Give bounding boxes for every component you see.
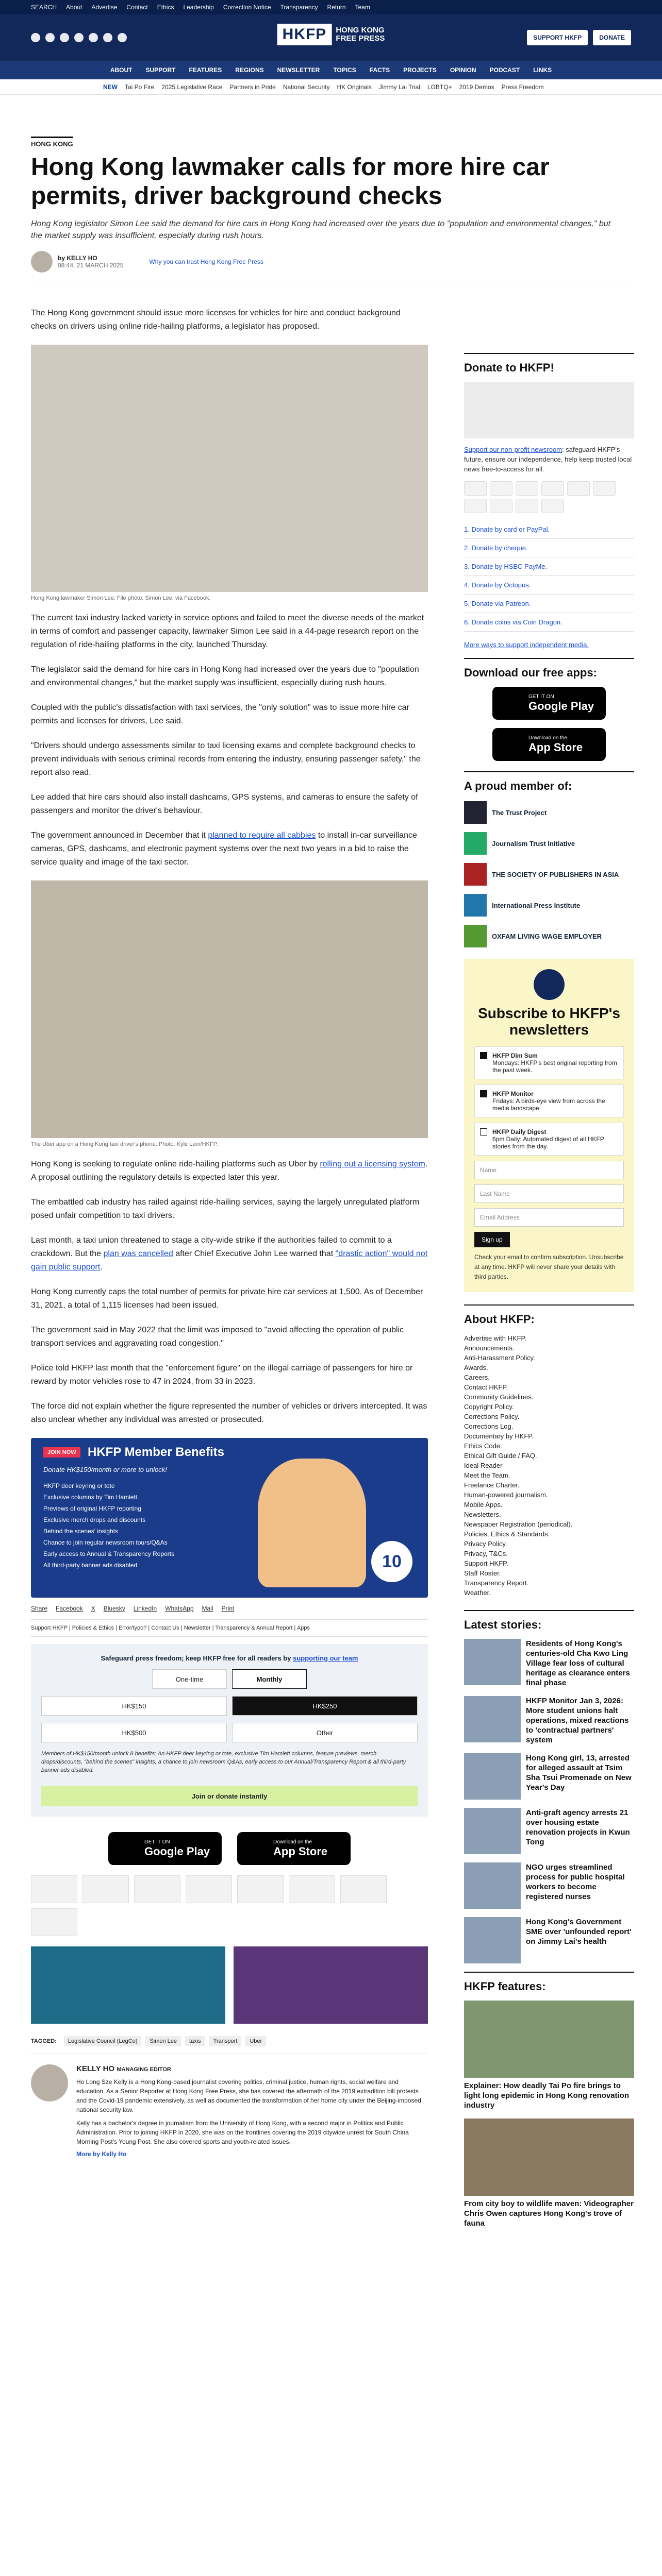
about-link[interactable]: Privacy, T&Cs. — [464, 1550, 508, 1557]
site-logo[interactable] — [277, 24, 385, 45]
youtube-icon[interactable] — [74, 33, 84, 42]
inline-link[interactable]: "drastic action" would not gain public support — [31, 1249, 428, 1272]
ticker-item[interactable]: Press Freedom — [501, 83, 544, 91]
tags-label: TAGGED: — [31, 2038, 57, 2044]
about-link[interactable]: Contact HKFP. — [464, 1383, 508, 1391]
donate-banner-image[interactable] — [464, 382, 634, 438]
ethics-banner[interactable] — [31, 1946, 225, 2024]
author-role: MANAGING EDITOR — [117, 2066, 171, 2073]
article-category[interactable]: HONG KONG — [31, 137, 73, 148]
util-search[interactable]: SEARCH — [31, 4, 57, 11]
donate-method[interactable]: 6. Donate coins via Coin Dragon. — [464, 613, 634, 632]
card-icon — [541, 481, 564, 496]
photo-caption: The Uber app on a Hong Kong taxi driver's phone. Photo: Kyle Lam/HKFP. — [31, 1141, 218, 1147]
card-icon — [516, 499, 538, 513]
about-link[interactable]: Ethical Gift Guide / FAQ. — [464, 1452, 537, 1460]
about-link[interactable]: Weather. — [464, 1589, 491, 1597]
app-store-badge[interactable]: Download on the App Store — [237, 1832, 351, 1865]
util-contact[interactable]: Contact — [126, 4, 148, 11]
story-thumbnail[interactable] — [464, 1696, 521, 1742]
benefit-list: HKFP deer keyring or tote Exclusive columns by Tim Hamlett Previews of original HKFP reporting Exclusive merch drops and discounts Behind the scenes' insights Chance to join regular newsroom tours/Q&As Early access to Annual & Transparency Reports All third-party banner ads disabled — [43, 1482, 175, 1569]
tag[interactable]: Transport — [209, 2036, 242, 2046]
newsletter-option[interactable]: HKFP Dim Sum Mondays: HKFP's best original reporting from the past week. — [474, 1046, 624, 1079]
share-whatsapp[interactable]: WhatsApp — [165, 1605, 194, 1612]
tag-list — [31, 2036, 428, 2054]
story-headline[interactable]: Residents of Hong Kong's centuries-old Cha Kwo Ling Village fear loss of cultural heritage as clearance enters final phase — [526, 1639, 630, 1687]
inline-link[interactable]: plan was cancelled — [103, 1249, 173, 1258]
author-photo[interactable] — [31, 2064, 68, 2102]
about-link[interactable]: Mobile Apps. — [464, 1501, 503, 1509]
features-title: HKFP features: — [464, 1980, 546, 1993]
amount-tiers — [41, 1696, 418, 1716]
story-headline[interactable]: Hong Kong's Government SME over 'unfounded report' on Jimmy Lai's health — [526, 1918, 632, 1946]
paragraph: Police told HKFP last month that the "enforcement figure" on the illegal carriage of passengers for hire or reward by motor vehicles rose to 47 in 2024, from 33 in 2023. — [31, 1364, 413, 1386]
author-name[interactable]: by KELLY HO — [58, 255, 97, 262]
author-bio: Ho Long Sze Kelly is a Hong Kong-based journalist covering politics, criminal justice, human rights, social welfare and education. As a Senior Reporter at Hong Kong Free Press, she has covered the aftermath of the 2019 extradition bill protests and the Covid-19 pandemic extensively, as well as documented the transformation of her home city under the Beijing-imposed national security law. — [76, 2078, 421, 2113]
paragraph: "Drivers should undergo assessments similar to taxi licensing exams and complete background checks to prevent individuals with serious criminal records from entering the industry, ensuring passenger safety," the report also read. — [31, 741, 421, 777]
about-link[interactable]: Corrections Policy. — [464, 1413, 520, 1420]
story-thumbnail[interactable] — [464, 1808, 521, 1854]
utility-bar — [0, 0, 662, 14]
nav-projects[interactable]: PROJECTS — [403, 66, 437, 74]
tier-other[interactable]: Other — [232, 1723, 418, 1742]
publish-date: 08:44, 21 MARCH 2025 — [58, 262, 124, 269]
sidebar — [464, 353, 634, 2236]
payment-logos — [31, 1875, 428, 1936]
about-link[interactable]: Community Guidelines. — [464, 1393, 534, 1401]
story-headline[interactable]: Anti-graft agency arrests 21 over housing estate renovation projects in Kwun Tong — [526, 1808, 630, 1846]
donate-methods — [464, 520, 634, 632]
signup-button[interactable]: Sign up — [474, 1232, 510, 1247]
ticker-label: NEW — [103, 83, 118, 91]
about-link[interactable]: Newsletters. — [464, 1511, 501, 1518]
story-thumbnail[interactable] — [464, 1917, 521, 1963]
tier-250[interactable]: HK$250 — [232, 1696, 418, 1716]
share-x[interactable]: X — [91, 1605, 95, 1612]
ticker-item[interactable]: National Security — [283, 83, 330, 91]
util-about[interactable]: About — [66, 4, 82, 11]
checkbox[interactable] — [480, 1128, 487, 1136]
google-play-badge[interactable]: GET IT ON Google Play — [492, 687, 606, 720]
join-now-badge: JOIN NOW — [43, 1447, 80, 1458]
util-return[interactable]: Return — [327, 4, 346, 11]
donate-button[interactable]: DONATE — [593, 30, 631, 45]
story-headline[interactable]: Hong Kong girl, 13, arrested for alleged assault at Tsim Sha Tsui Promenade on New Year's Day — [526, 1754, 632, 1792]
newsletter-option[interactable]: HKFP Daily Digest 6pm Daily: Automated digest of all HKFP stories from the day. — [474, 1123, 624, 1156]
facebook-icon[interactable] — [31, 33, 40, 42]
latest-story[interactable] — [464, 1753, 634, 1800]
support-widget — [31, 1644, 428, 1817]
paragraph: The Hong Kong government should issue more licenses for vehicles for hire and conduct background checks on drivers using online ride-hailing platforms, a legislator has proposed. — [31, 309, 401, 331]
nav-topics[interactable]: TOPICS — [333, 66, 356, 74]
about-link[interactable]: Anti-Harassment Policy. — [464, 1354, 535, 1362]
hkfp-logo-icon — [534, 969, 565, 1000]
photo-caption: Hong Kong lawmaker Simon Lee. File photo: Simon Lee, via Facebook. — [31, 595, 211, 601]
member-ipi[interactable]: International Press Institute — [464, 893, 634, 918]
promo-subtitle: Donate HK$150/month or more to unlock! — [43, 1466, 167, 1473]
ticker-item[interactable]: HK Originals — [337, 83, 372, 91]
donate-method[interactable]: 1. Donate by card or PayPal. — [464, 520, 634, 539]
paragraph: The embattled cab industry has railed against ride-hailing services, saying the largely unregulated platform posed unfair competition to taxi drivers. — [31, 1198, 420, 1220]
card-icon — [593, 481, 616, 496]
donate-title: Donate to HKFP! — [464, 361, 554, 374]
about-link[interactable]: Meet the Team. — [464, 1471, 510, 1479]
article-photo — [31, 880, 428, 1138]
util-leadership[interactable]: Leadership — [183, 4, 214, 11]
frequency-toggle — [152, 1669, 307, 1689]
nav-regions[interactable]: REGIONS — [235, 66, 264, 74]
card-icon — [490, 481, 512, 496]
nav-links[interactable]: LINKS — [533, 66, 552, 74]
donate-method[interactable]: 2. Donate by cheque. — [464, 539, 634, 557]
author-box-name[interactable]: KELLY HO — [76, 2064, 115, 2073]
latest-story[interactable] — [464, 1696, 634, 1745]
share-label: Share — [31, 1605, 48, 1612]
nav-about[interactable]: ABOUT — [110, 66, 133, 74]
app-store-badges — [31, 1832, 428, 1865]
util-correction[interactable]: Correction Notice — [223, 4, 271, 11]
paragraph: Coupled with the public's dissatisfaction with taxi services, the "only solution" was to issue more hire car permits and licenses for drivers, Lee said. — [31, 703, 409, 725]
jcb-icon — [186, 1875, 232, 1903]
card-icon — [464, 481, 487, 496]
newsletter-option[interactable]: HKFP Monitor Fridays: A birds-eye view from across the media landscape. — [474, 1084, 624, 1117]
author-box — [31, 2064, 428, 2158]
author-avatar[interactable] — [31, 251, 53, 273]
nav-newsletter[interactable]: NEWSLETTER — [277, 66, 320, 74]
support-heading: Safeguard press freedom; keep HKFP free for all readers by supporting our team — [101, 1654, 358, 1662]
ticker-item[interactable]: 2019 Demos — [459, 83, 494, 91]
feature-image[interactable] — [464, 2001, 634, 2078]
about-link[interactable]: Support HKFP. — [464, 1560, 508, 1567]
payme-icon — [340, 1875, 387, 1903]
deer-mascot-image — [258, 1459, 366, 1587]
about-list — [464, 1333, 634, 1598]
tier-150[interactable]: HK$150 — [41, 1696, 227, 1716]
member-benefits-promo[interactable] — [31, 1438, 428, 1598]
article-photo — [31, 345, 428, 592]
about-link[interactable]: Newspaper Registration (periodical). — [464, 1520, 573, 1528]
about-link[interactable]: Policies, Ethics & Standards. — [464, 1530, 550, 1538]
trust-link[interactable]: Why you can trust Hong Kong Free Press — [149, 258, 263, 265]
member-oxfam[interactable]: OXFAM LIVING WAGE EMPLOYER — [464, 924, 634, 948]
latest-story[interactable] — [464, 1917, 634, 1963]
visa-icon — [82, 1875, 129, 1903]
byline — [31, 251, 634, 280]
sopa-icon — [464, 863, 487, 886]
jti-icon — [464, 832, 487, 855]
ipi-icon — [464, 894, 487, 917]
nav-facts[interactable]: FACTS — [369, 66, 390, 74]
app-store-badge[interactable]: Download on the App Store — [492, 728, 606, 761]
nav-features[interactable]: FEATURES — [189, 66, 222, 74]
about-link[interactable]: Freelance Charter. — [464, 1481, 520, 1489]
google-play-badge[interactable]: GET IT ON Google Play — [108, 1832, 222, 1865]
logo-text: HONG KONG FREE PRESS — [336, 26, 385, 43]
share-mail[interactable]: Mail — [202, 1605, 213, 1612]
promo-banners — [31, 1946, 428, 2024]
article-title: Hong Kong lawmaker calls for more hire car permits, driver background checks — [31, 154, 550, 210]
about-link[interactable]: Ethics Code. — [464, 1442, 502, 1450]
paragraph: Last month, a taxi union threatened to stage a city-wide strike if the authorities failed to commit to a crackdown. But the plan was cancelled after Chief Executive John Lee warned that "drastic action" would not gain public support. — [31, 1236, 428, 1272]
about-link[interactable]: Ideal Reader — [464, 1462, 503, 1469]
feature-headline[interactable]: From city boy to wildlife maven: Videographer Chris Owen captures Hong Kong's trove of fauna — [464, 2199, 634, 2228]
story-thumbnail[interactable] — [464, 1753, 521, 1800]
tag[interactable]: Uber — [245, 2036, 266, 2046]
nav-opinion[interactable]: OPINION — [450, 66, 476, 74]
member-jti[interactable]: Journalism Trust Initiative — [464, 831, 634, 856]
share-linkedin[interactable]: LinkedIn — [133, 1605, 157, 1612]
paragraph: Hong Kong is seeking to regulate online ride-hailing platforms such as Uber by rolling out a licensing system. A proposal outlining the regulatory details is expected later this year. — [31, 1160, 428, 1182]
util-transparency[interactable]: Transparency — [280, 4, 318, 11]
paragraph: Lee added that hire cars should also install dashcams, GPS systems, and cameras to ensure the safety of passengers and monitor the driver's behaviour. — [31, 793, 418, 815]
member-trust-project[interactable]: The Trust Project — [464, 800, 634, 825]
member-title: A proud member of: — [464, 779, 572, 792]
more-by-author-link[interactable]: More by Kelly Ho — [76, 2150, 127, 2158]
story-headline[interactable]: NGO urges streamlined process for public hospital workers to become registered nurses — [526, 1863, 625, 1901]
story-thumbnail[interactable] — [464, 1862, 521, 1909]
tag[interactable]: taxis — [185, 2036, 205, 2046]
util-ethics[interactable]: Ethics — [157, 4, 174, 11]
ticker-item[interactable]: Jimmy Lai Trial — [378, 83, 420, 91]
card-icon — [490, 499, 512, 513]
brand-bar — [0, 14, 662, 61]
donate-method[interactable]: 3. Donate by HSBC PayMe. — [464, 557, 634, 576]
about-link[interactable]: Careers. — [464, 1374, 490, 1381]
paypal-icon — [289, 1875, 335, 1903]
octopus-icon — [237, 1875, 284, 1903]
util-team[interactable]: Team — [355, 4, 370, 11]
inline-link[interactable]: rolling out a licensing system — [320, 1160, 425, 1168]
x-icon[interactable] — [45, 33, 55, 42]
article-body — [31, 307, 428, 2158]
anniversary-badge: 10 — [371, 1541, 412, 1582]
logo-mark: HKFP — [277, 24, 332, 45]
rss-icon[interactable] — [118, 33, 127, 42]
share-facebook[interactable]: Facebook — [56, 1605, 83, 1612]
feature-headline[interactable]: Explainer: How deadly Tai Po fire brings to light long epidemic in Hong Kong renovation industry — [464, 2081, 629, 2110]
checkbox[interactable] — [480, 1090, 487, 1097]
latest-story[interactable] — [464, 1808, 634, 1854]
latest-story[interactable] — [464, 1862, 634, 1909]
about-link[interactable]: Corrections Log. — [464, 1422, 514, 1430]
paragraph: The legislator said the demand for hire cars in Hong Kong had increased over the years due to "population and environmental changes," but the market supply was insufficient, especially during rush hours. — [31, 665, 419, 687]
gpay-icon — [31, 1908, 77, 1936]
share-print[interactable]: Print — [221, 1605, 235, 1612]
story-thumbnail[interactable] — [464, 1639, 521, 1685]
amount-tiers — [41, 1723, 418, 1742]
about-link[interactable]: Documentary by HKFP. — [464, 1432, 534, 1440]
ticker-item[interactable]: Tai Po Fire — [125, 83, 155, 91]
mastercard-icon — [31, 1875, 77, 1903]
card-icon — [567, 481, 590, 496]
about-link[interactable]: Transparency Report. — [464, 1579, 529, 1587]
newsletter-title: Subscribe to HKFP's newsletters — [478, 1005, 620, 1038]
paragraph: The current taxi industry lacked variety in service options and failed to meet the diverse needs of the market in terms of comfort and passenger capacity, lawmaker Simon Lee said in a 44-page research report on the regulation of ride-hailing platforms in the city, launched Thursday. — [31, 614, 424, 649]
card-icon — [516, 481, 538, 496]
article-footer-links[interactable]: Support HKFP | Policies & Ethics | Error/typo? | Contact Us | Newsletter | Transparency & Annual Report | Apps — [31, 1619, 428, 1637]
about-link[interactable]: Advertise with HKFP. — [464, 1334, 527, 1342]
paragraph: The government announced in December that it planned to require all cabbies to install in-car surveillance cameras, GPS, dashcams, and electronic payment systems over the next two years in a bid to raise the service quality and image of the taxi sector. — [31, 831, 417, 867]
promo-title: HKFP Member Benefits — [88, 1445, 224, 1459]
author-bio: Kelly has a bachelor's degree in journalism from the University of Hong Kong, with a second major in Politics and Public Administration. Prior to joining HKFP in 2020, she was on the frontlines covering the 2019 citywide unrest for South China Morning Post's Young Post. She also covered sports and youth-related issues. — [76, 2120, 409, 2145]
instagram-icon[interactable] — [60, 33, 69, 42]
payment-method-icons — [464, 481, 634, 513]
oxfam-icon — [464, 925, 487, 947]
about-link[interactable]: Announcements. — [464, 1344, 515, 1352]
paragraph: The government said in May 2022 that the limit was imposed to "avoid affecting the operation of public transport services and aggravating road congestion." — [31, 1326, 404, 1348]
apps-title: Download our free apps: — [464, 666, 597, 679]
tier-500[interactable]: HK$500 — [41, 1723, 227, 1742]
email-field[interactable]: Email Address — [474, 1208, 624, 1227]
article-container — [31, 137, 634, 2228]
last-name-field[interactable]: Last Name — [474, 1184, 624, 1203]
first-name-field[interactable]: Name — [474, 1161, 624, 1179]
about-link[interactable]: Awards. — [464, 1364, 488, 1371]
about-title: About HKFP: — [464, 1313, 535, 1326]
card-icon — [464, 499, 487, 513]
main-nav — [0, 61, 662, 79]
support-note: Members of HK$150/month unlock 8 benefits: An HKFP deer keyring or tote, exclusive Tim Hamlett columns, feature previews, merch drops/discounts, "behind the scenes" insights, a chance to join newsroom Q&As, early access to our Annual/Transparency Report & all third-party banner ads disabled. — [41, 1751, 406, 1773]
feature-image[interactable] — [464, 2119, 634, 2196]
one-time-option[interactable]: One-time — [152, 1669, 227, 1689]
share-bar — [31, 1605, 428, 1612]
share-bluesky[interactable]: Bluesky — [103, 1605, 125, 1612]
monthly-option[interactable]: Monthly — [232, 1669, 307, 1689]
amex-icon — [134, 1875, 180, 1903]
about-link[interactable]: Human-powered journalism. — [464, 1491, 548, 1499]
newsletter-signup — [464, 959, 634, 1292]
latest-title: Latest stories: — [464, 1618, 542, 1631]
bluesky-icon[interactable] — [89, 33, 98, 42]
article-lede: Hong Kong legislator Simon Lee said the demand for hire cars in Hong Kong had increased over the years due to "population and environmental changes," but the market supply was insufficient, especially during rush hours. — [31, 219, 611, 240]
donate-text: Support our non-profit newsroom: safeguard HKFP's future, ensure our independence, help keep trusted local news free-to-access for all. — [464, 446, 632, 473]
nav-podcast[interactable]: PODCAST — [489, 66, 520, 74]
newsletter-note: Check your email to confirm subscription. Unsubscribe at any time. HKFP will never share your details with third parties. — [474, 1253, 624, 1280]
checkbox[interactable] — [480, 1052, 487, 1059]
trending-ticker — [0, 79, 662, 95]
nav-support[interactable]: SUPPORT — [145, 66, 176, 74]
threads-icon[interactable] — [103, 33, 112, 42]
ticker-item[interactable]: 2025 Legislative Race — [161, 83, 223, 91]
donate-method[interactable]: 4. Donate by Octopus. — [464, 576, 634, 595]
story-headline[interactable]: HKFP Monitor Jan 3, 2026: More student unions halt operations, mixed reactions to 'contractual partners' system — [526, 1697, 629, 1744]
inline-link[interactable]: planned to require all cabbies — [208, 831, 316, 840]
latest-story[interactable] — [464, 1639, 634, 1688]
donate-method[interactable]: 5. Donate via Patreon. — [464, 595, 634, 613]
join-button[interactable]: Join or donate instantly — [41, 1786, 418, 1806]
ticker-item[interactable]: LGBTQ+ — [427, 83, 452, 91]
support-hkfp-banner[interactable] — [234, 1946, 428, 2024]
tag[interactable]: Simon Lee — [145, 2036, 181, 2046]
support-button[interactable]: SUPPORT HKFP — [527, 30, 588, 45]
tag[interactable]: Legislative Council (LegCo) — [64, 2036, 142, 2046]
about-link[interactable]: Staff Roster. — [464, 1569, 501, 1577]
about-link[interactable]: Privacy Policy. — [464, 1540, 507, 1548]
util-advertise[interactable]: Advertise — [91, 4, 118, 11]
social-icons — [31, 33, 127, 42]
paragraph: Hong Kong currently caps the total number of permits for private hire car services at 1,500. As of December 31, 2021, a total of 1,115 licenses had been issued. — [31, 1287, 423, 1310]
card-icon — [541, 499, 564, 513]
paragraph: The force did not explain whether the figure represented the number of vehicles or drivers intercepted. It was also unclear whether any individual was arrested or prosecuted. — [31, 1402, 427, 1424]
ticker-item[interactable]: Partners in Pride — [229, 83, 276, 91]
more-ways-link[interactable]: More ways to support independent media. — [464, 641, 589, 649]
trust-project-icon — [464, 801, 487, 824]
member-sopa[interactable]: THE SOCIETY OF PUBLISHERS IN ASIA — [464, 862, 634, 887]
about-link[interactable]: Copyright Policy. — [464, 1403, 514, 1411]
